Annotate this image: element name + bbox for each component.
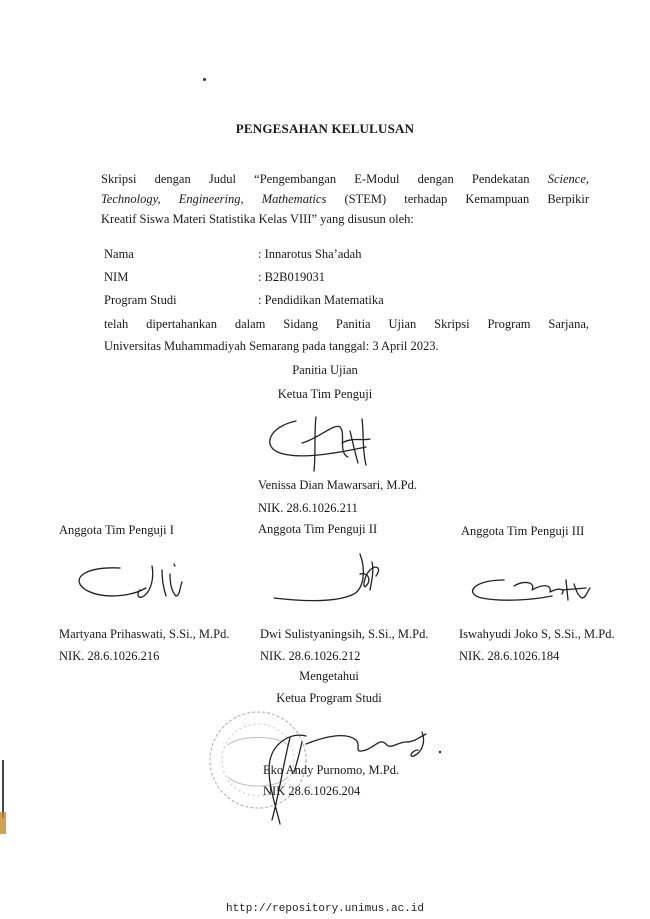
field-value-nama: : Innarotus Sha’adah xyxy=(258,247,362,261)
acknowledge-label: Mengetahui xyxy=(299,669,359,683)
scan-edge-tab xyxy=(0,812,6,834)
chair-signature xyxy=(258,413,418,475)
defense-line-1: telah dipertahankan dalam Sidang Panitia Ujian Skripsi Program Sarjana, xyxy=(104,317,589,331)
chair-role: Ketua Tim Penguji xyxy=(277,387,373,401)
member-2-nik: NIK. 28.6.1026.212 xyxy=(260,649,361,663)
field-value-nim: : B2B019031 xyxy=(258,270,326,284)
intro-line-2: Technology, Engineering, Mathematics (STEM) terhadap Kemampuan Berpikir xyxy=(101,192,590,206)
defense-line-2: Universitas Muhammadiyah Semarang pada tanggal: 3 April 2023. xyxy=(104,339,439,353)
member-1-role: Anggota Tim Penguji I xyxy=(59,523,174,537)
member-3-nik: NIK. 28.6.1026.184 xyxy=(459,649,560,663)
field-label-nama: Nama xyxy=(104,247,134,261)
head-nik: NIK 28.6.1026.204 xyxy=(263,784,361,798)
scan-edge-line xyxy=(2,760,4,818)
member-1-signature xyxy=(62,560,202,610)
member-3-role: Anggota Tim Penguji III xyxy=(461,524,585,538)
page-title: PENGESAHAN KELULUSAN xyxy=(235,121,415,136)
member-1-nik: NIK. 28.6.1026.216 xyxy=(59,649,160,663)
member-1-name: Martyana Prihaswati, S.Si., M.Pd. xyxy=(59,627,230,641)
member-2-name: Dwi Sulistyaningsih, S.Si., M.Pd. xyxy=(260,627,429,641)
intro-line-1: Skripsi dengan Judul “Pengembangan E-Modul dengan Pendekatan Science, xyxy=(101,172,589,186)
intro-paragraph xyxy=(101,169,589,229)
head-name: Eko Andy Purnomo, M.Pd. xyxy=(263,763,400,777)
member-3-signature xyxy=(462,570,612,610)
chair-name: Venissa Dian Mawarsari, M.Pd. xyxy=(258,478,418,492)
intro-line-3: Kreatif Siswa Materi Statistika Kelas VIII” yang disusun oleh: xyxy=(101,212,414,226)
chair-nik: NIK. 28.6.1026.211 xyxy=(258,501,358,515)
member-2-role: Anggota Tim Penguji II xyxy=(258,522,378,536)
field-label-nim: NIM xyxy=(104,270,129,284)
head-role: Ketua Program Studi xyxy=(276,691,382,705)
field-value-program: : Pendidikan Matematika xyxy=(258,293,384,307)
committee-heading: Panitia Ujian xyxy=(292,363,358,377)
defense-paragraph xyxy=(104,313,589,357)
member-3-name: Iswahyudi Joko S, S.Si., M.Pd. xyxy=(459,627,615,641)
member-2-signature xyxy=(268,550,398,610)
footer-url: http://repository.unimus.ac.id xyxy=(225,903,425,915)
field-label-program: Program Studi xyxy=(104,293,177,307)
scan-speck xyxy=(203,78,206,81)
